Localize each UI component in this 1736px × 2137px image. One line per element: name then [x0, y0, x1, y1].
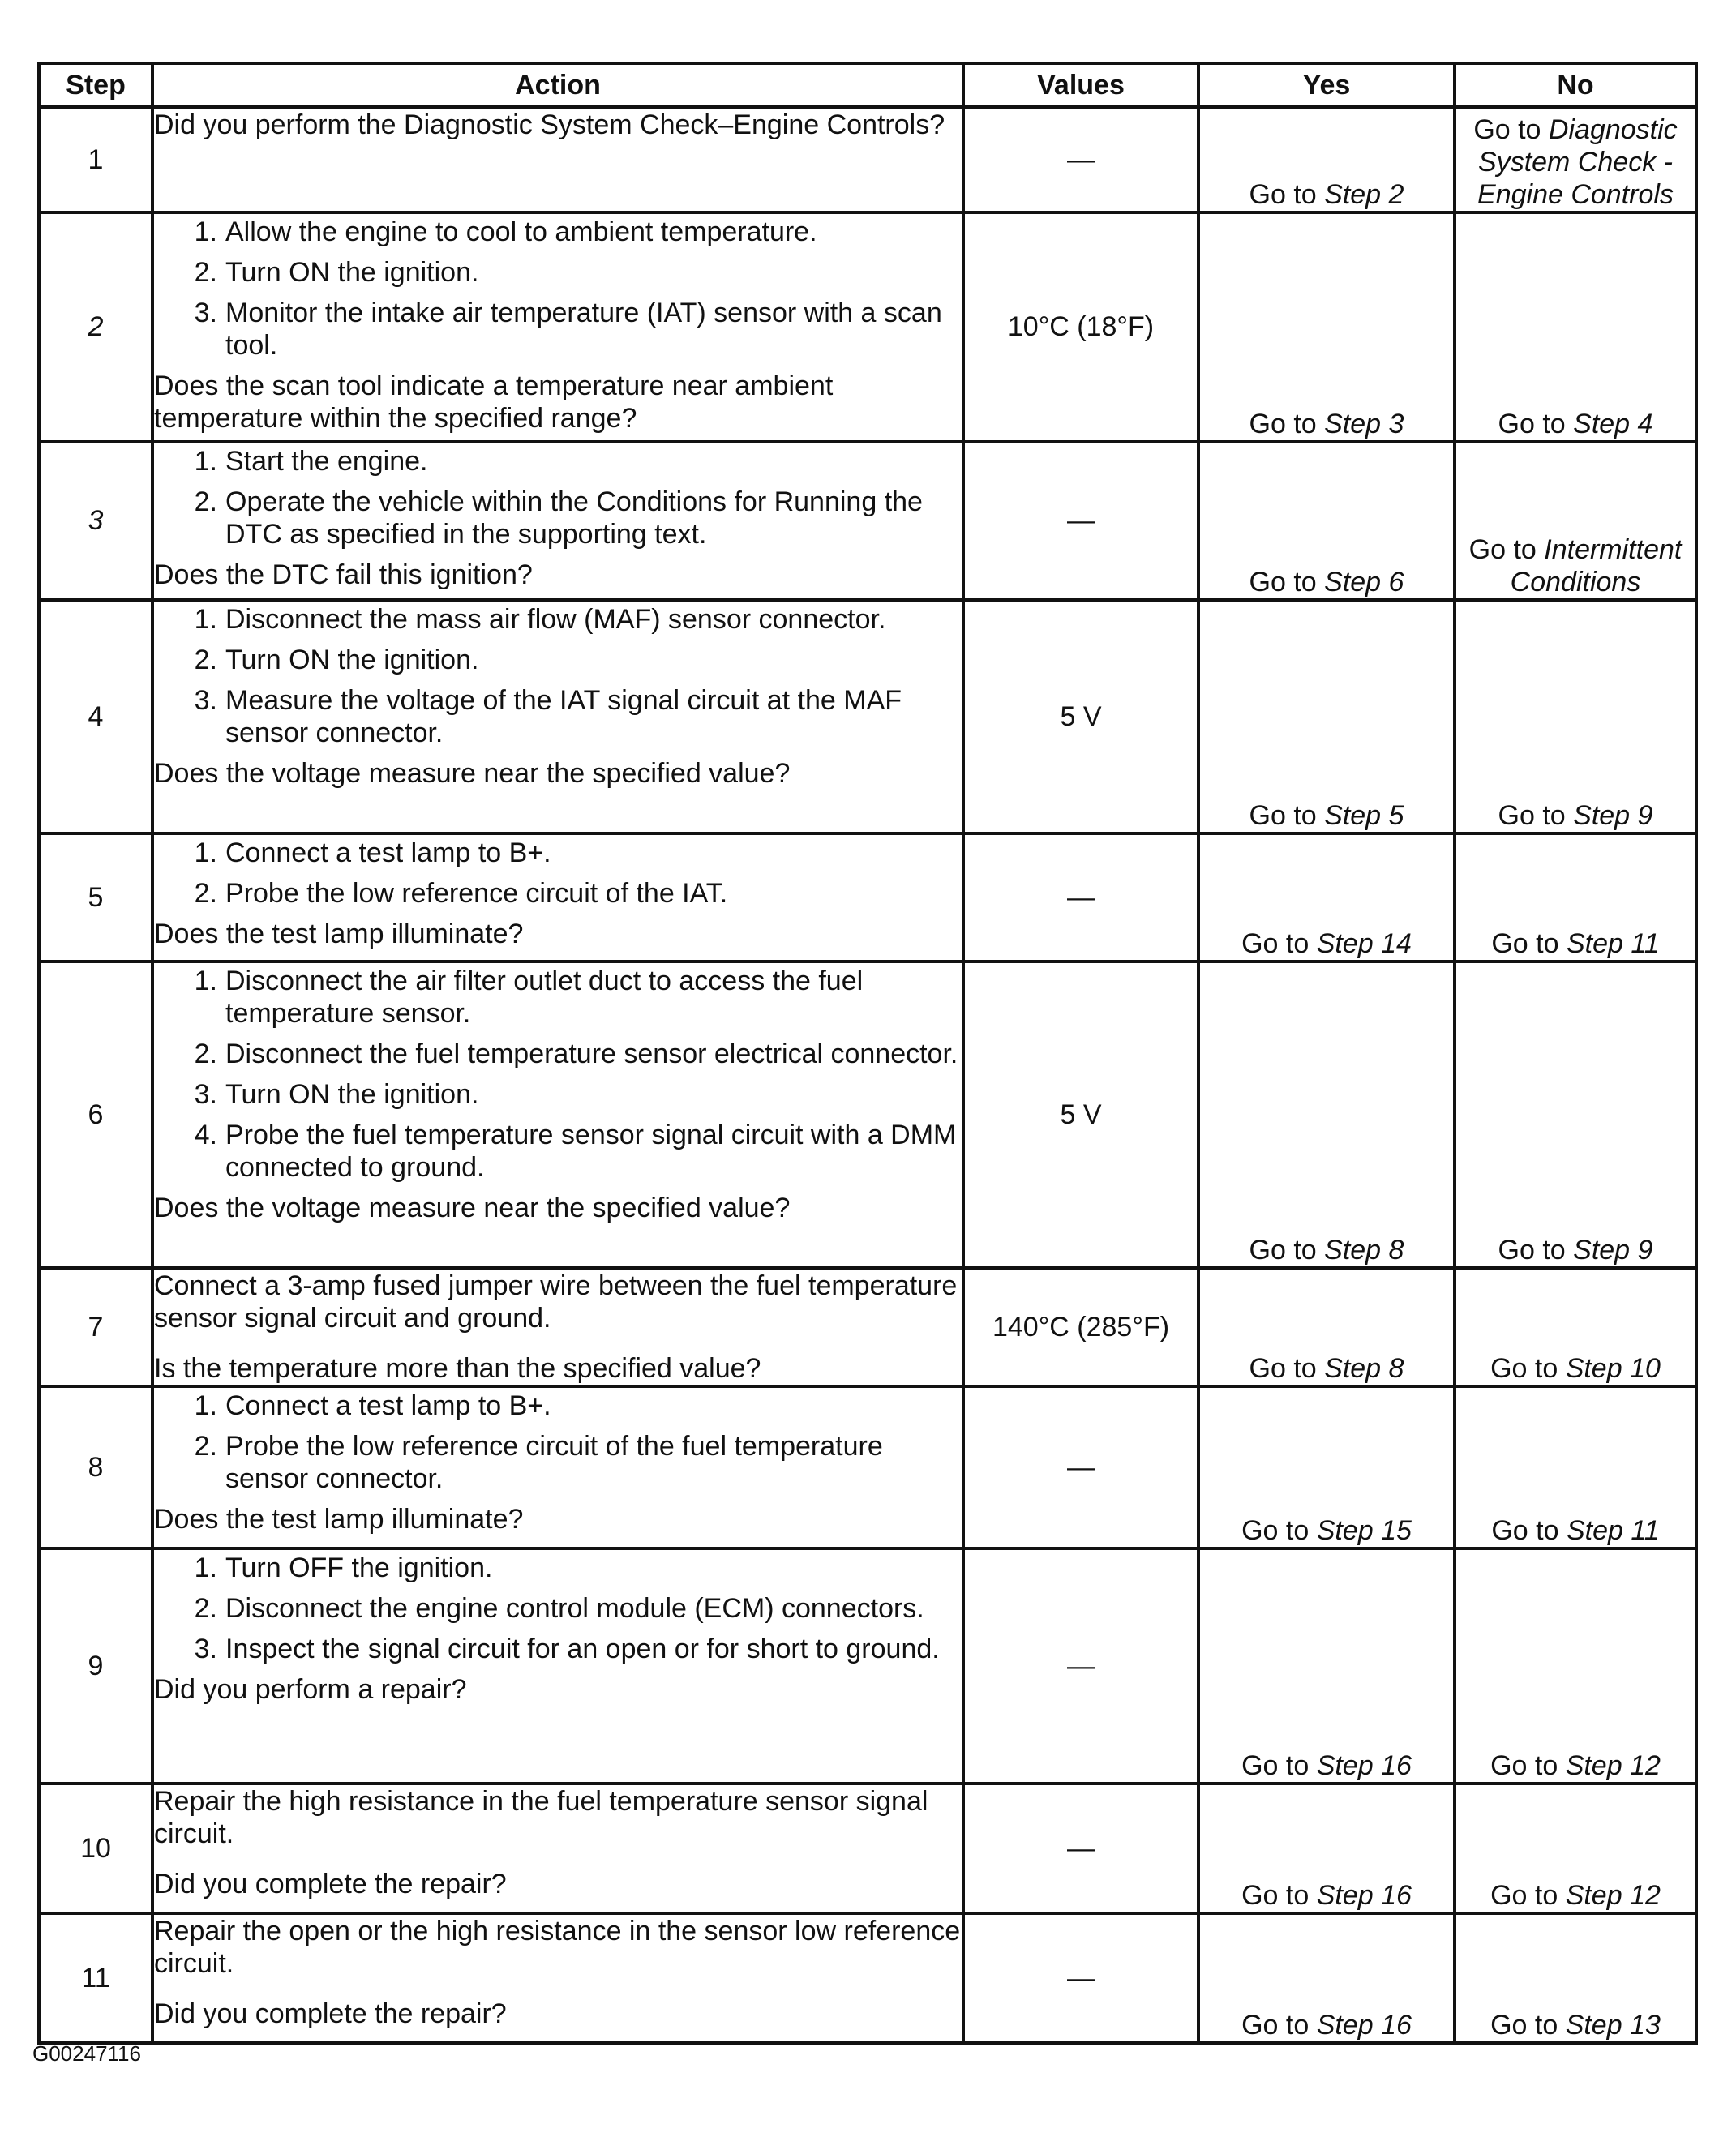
step-number: 7 — [39, 1268, 152, 1386]
yes-cell — [1198, 107, 1455, 212]
goto-prefix: Go to — [1490, 2010, 1566, 2041]
value-cell: — — [963, 107, 1198, 212]
step-number: 3 — [39, 442, 152, 600]
action-step: 3. Inspect the signal circuit for an open or for short to ground. — [194, 1634, 940, 1664]
step-number: 4 — [39, 600, 152, 833]
goto-prefix: Go to — [1490, 1750, 1566, 1781]
value-cell: — — [963, 1386, 1198, 1548]
action-cell — [152, 1784, 963, 1913]
goto-link[interactable]: Step 3 — [1324, 409, 1404, 439]
action-steps — [154, 445, 962, 550]
table-row — [39, 600, 1696, 833]
goto-prefix: Go to — [1498, 409, 1574, 439]
goto-link[interactable]: Step 15 — [1316, 1515, 1412, 1546]
header-yes: Yes — [1198, 63, 1455, 107]
action-cell — [152, 600, 963, 833]
goto-link[interactable]: Step 2 — [1324, 179, 1404, 210]
action-step: 4. Probe the fuel temperature sensor signal circuit with a DMM connected to ground. — [194, 1120, 957, 1183]
goto-link[interactable]: Step 11 — [1566, 1515, 1660, 1546]
yes-cell — [1198, 833, 1455, 961]
value-cell: 140°C (285°F) — [963, 1268, 1198, 1386]
table-row — [39, 1386, 1696, 1548]
goto-link[interactable]: Step 9 — [1573, 800, 1653, 831]
goto-prefix: Go to — [1249, 1353, 1325, 1384]
step-number: 6 — [39, 961, 152, 1268]
goto-link[interactable]: Step 8 — [1324, 1235, 1404, 1265]
action-question: Does the voltage measure near the specified value? — [154, 1193, 791, 1223]
value-cell: 10°C (18°F) — [963, 212, 1198, 442]
goto-link[interactable]: Step 13 — [1565, 2010, 1661, 2041]
action-step: 2. Probe the low reference circuit of the IAT. — [194, 878, 728, 909]
action-text: Did you perform the Diagnostic System Check–Engine Controls? — [154, 109, 945, 140]
action-cell — [152, 1548, 963, 1784]
table-row — [39, 1548, 1696, 1784]
action-step: 1. Allow the engine to cool to ambient temperature. — [194, 216, 817, 247]
step-number: 5 — [39, 833, 152, 961]
goto-prefix: Go to — [1241, 928, 1317, 959]
action-question: Does the scan tool indicate a temperature near ambient temperature within the specified range? — [154, 370, 834, 434]
action-step: 2. Probe the low reference circuit of the fuel temperature sensor connector. — [194, 1431, 883, 1494]
action-cell — [152, 1386, 963, 1548]
goto-prefix: Go to — [1498, 800, 1574, 831]
figure-id: G00247116 — [32, 2041, 141, 2066]
table-row — [39, 1784, 1696, 1913]
goto-prefix: Go to — [1241, 2010, 1317, 2041]
yes-cell — [1198, 442, 1455, 600]
goto-link[interactable]: Step 16 — [1316, 1750, 1412, 1781]
action-cell — [152, 833, 963, 961]
header-values: Values — [963, 63, 1198, 107]
goto-prefix: Go to — [1241, 1515, 1317, 1546]
goto-link[interactable]: Step 12 — [1565, 1750, 1661, 1781]
value-cell: — — [963, 1913, 1198, 2043]
no-cell — [1455, 1268, 1696, 1386]
yes-cell — [1198, 1548, 1455, 1784]
no-cell — [1455, 107, 1696, 212]
goto-link[interactable]: Step 11 — [1566, 928, 1660, 959]
goto-link[interactable]: Step 6 — [1324, 567, 1404, 597]
action-steps — [154, 216, 962, 362]
goto-prefix: Go to — [1491, 1515, 1567, 1546]
value-cell: — — [963, 442, 1198, 600]
action-text: Connect a 3-amp fused jumper wire between the fuel temperature sensor signal circuit and ground. — [154, 1270, 958, 1334]
goto-prefix: Go to — [1249, 800, 1325, 831]
action-text: Repair the open or the high resistance in the sensor low reference circuit. — [154, 1916, 961, 1979]
goto-link[interactable]: Step 16 — [1316, 2010, 1412, 2041]
goto-prefix: Go to — [1249, 179, 1325, 210]
step-number: 8 — [39, 1386, 152, 1548]
goto-link[interactable]: Step 14 — [1316, 928, 1412, 959]
action-cell — [152, 442, 963, 600]
goto-prefix: Go to — [1249, 567, 1325, 597]
yes-cell — [1198, 1784, 1455, 1913]
action-steps — [154, 1552, 962, 1665]
goto-link[interactable]: Intermittent Conditions — [1510, 534, 1682, 597]
action-step: 1. Connect a test lamp to B+. — [194, 837, 551, 868]
goto-prefix: Go to — [1490, 1880, 1566, 1911]
action-cell — [152, 1913, 963, 2043]
action-question: Does the voltage measure near the specified value? — [154, 758, 791, 789]
action-step: 1. Turn OFF the ignition. — [194, 1552, 493, 1583]
action-question: Did you complete the repair? — [154, 1869, 507, 1899]
step-number: 9 — [39, 1548, 152, 1784]
header-row — [39, 63, 1696, 107]
diagnostic-table — [37, 62, 1698, 2045]
no-cell — [1455, 442, 1696, 600]
action-question: Does the DTC fail this ignition? — [154, 559, 533, 590]
action-step: 1. Disconnect the mass air flow (MAF) sensor connector. — [194, 604, 886, 635]
action-step: 3. Monitor the intake air temperature (IAT) sensor with a scan tool. — [194, 298, 942, 361]
value-cell: — — [963, 1548, 1198, 1784]
no-cell — [1455, 600, 1696, 833]
goto-link[interactable]: Step 10 — [1565, 1353, 1661, 1384]
no-cell — [1455, 1548, 1696, 1784]
value-cell: 5 V — [963, 961, 1198, 1268]
goto-prefix: Go to — [1249, 1235, 1325, 1265]
header-no: No — [1455, 63, 1696, 107]
goto-prefix: Go to — [1468, 534, 1545, 565]
table-row — [39, 1913, 1696, 2043]
goto-prefix: Go to — [1491, 928, 1567, 959]
goto-prefix: Go to — [1241, 1880, 1317, 1911]
yes-cell — [1198, 961, 1455, 1268]
goto-prefix: Go to — [1249, 409, 1325, 439]
action-cell — [152, 961, 963, 1268]
action-cell — [152, 212, 963, 442]
action-step: 3. Measure the voltage of the IAT signal circuit at the MAF sensor connector. — [194, 685, 902, 748]
value-cell: — — [963, 1784, 1198, 1913]
goto-link[interactable]: Step 8 — [1324, 1353, 1404, 1384]
action-step: 1. Connect a test lamp to B+. — [194, 1390, 551, 1421]
action-text: Repair the high resistance in the fuel temperature sensor signal circuit. — [154, 1786, 928, 1849]
goto-link[interactable]: Step 9 — [1573, 1235, 1653, 1265]
action-step: 1. Disconnect the air filter outlet duct to access the fuel temperature sensor. — [194, 966, 864, 1029]
goto-link[interactable]: Step 4 — [1573, 409, 1653, 439]
value-cell: 5 V — [963, 600, 1198, 833]
header-action: Action — [152, 63, 963, 107]
step-number: 2 — [39, 212, 152, 442]
yes-cell — [1198, 600, 1455, 833]
table-row — [39, 961, 1696, 1268]
table-row — [39, 442, 1696, 600]
table-row — [39, 1268, 1696, 1386]
no-cell — [1455, 212, 1696, 442]
action-question: Did you complete the repair? — [154, 1998, 507, 2029]
yes-cell — [1198, 1386, 1455, 1548]
action-question: Is the temperature more than the specified value? — [154, 1353, 761, 1384]
goto-link[interactable]: Step 5 — [1324, 800, 1404, 831]
goto-prefix: Go to — [1473, 114, 1549, 145]
action-step: 2. Disconnect the engine control module (ECM) connectors. — [194, 1593, 924, 1624]
step-number: 11 — [39, 1913, 152, 2043]
action-step: 3. Turn ON the ignition. — [194, 1079, 479, 1110]
action-steps — [154, 837, 962, 910]
step-number: 1 — [39, 107, 152, 212]
goto-link[interactable]: Diagnostic System Check - Engine Controls — [1477, 114, 1678, 210]
action-cell — [152, 1268, 963, 1386]
header-step: Step — [39, 63, 152, 107]
table-row — [39, 107, 1696, 212]
action-steps — [154, 1390, 962, 1495]
goto-link[interactable]: Step 16 — [1316, 1880, 1412, 1911]
action-step: 2. Turn ON the ignition. — [194, 645, 479, 675]
action-steps — [154, 965, 962, 1184]
yes-cell — [1198, 1913, 1455, 2043]
no-cell — [1455, 833, 1696, 961]
goto-prefix: Go to — [1241, 1750, 1317, 1781]
no-cell — [1455, 1784, 1696, 1913]
value-cell: — — [963, 833, 1198, 961]
no-cell — [1455, 961, 1696, 1268]
action-step: 2. Disconnect the fuel temperature sensor electrical connector. — [194, 1039, 958, 1069]
action-question: Does the test lamp illuminate? — [154, 1504, 524, 1535]
goto-prefix: Go to — [1490, 1353, 1566, 1384]
yes-cell — [1198, 1268, 1455, 1386]
no-cell — [1455, 1386, 1696, 1548]
no-cell — [1455, 1913, 1696, 2043]
action-step: 1. Start the engine. — [194, 446, 428, 477]
yes-cell — [1198, 212, 1455, 442]
table-row — [39, 212, 1696, 442]
action-steps — [154, 603, 962, 749]
action-step: 2. Operate the vehicle within the Conditions for Running the DTC as specified in the supporting text. — [194, 486, 923, 550]
action-question: Does the test lamp illuminate? — [154, 919, 524, 949]
table-row — [39, 833, 1696, 961]
action-step: 2. Turn ON the ignition. — [194, 257, 479, 288]
step-number: 10 — [39, 1784, 152, 1913]
action-question: Did you perform a repair? — [154, 1674, 467, 1705]
goto-link[interactable]: Step 12 — [1565, 1880, 1661, 1911]
goto-prefix: Go to — [1498, 1235, 1574, 1265]
action-cell — [152, 107, 963, 212]
